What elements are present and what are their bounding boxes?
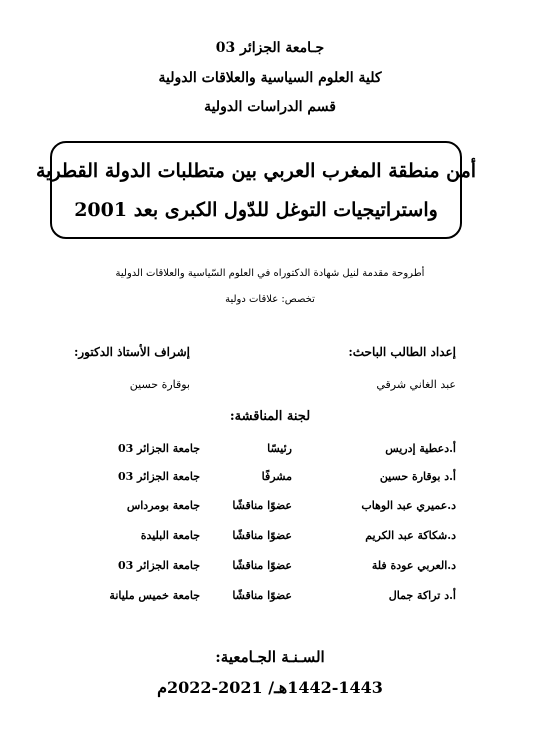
member-name: د.شكاكة عبد الكريم — [365, 529, 456, 542]
committee-row — [0, 559, 540, 575]
member-role: مشرفًا — [261, 470, 292, 483]
department-name: قسم الدراسات الدولية — [204, 99, 336, 115]
member-name: أ.د بوقارة حسين — [379, 470, 456, 483]
committee-label: لجنة المناقشة: — [229, 409, 311, 424]
student-name: عبد الغاني شرقي — [376, 378, 456, 391]
supervisor-name: بوقارة حسين — [129, 378, 190, 391]
thesis-title-line2: واستراتيجيات التوغل للدّول الكبرى بعد 2001 — [74, 198, 438, 221]
thesis-title-box — [35, 141, 477, 239]
member-university: جامعة الجزائر 03 — [118, 442, 200, 455]
member-role: عضوًا مناقشًا — [232, 559, 292, 572]
member-university: جامعة بومرداس — [126, 499, 200, 512]
thesis-title-line1: أمن منطقة المغرب العربي بين متطلبات الدولة القطرية — [35, 159, 477, 182]
committee-row — [0, 529, 540, 545]
specialty: تخصص: علاقات دولية — [225, 294, 315, 305]
university-name: جـامعة الجزائر 03 — [215, 40, 325, 56]
member-university: جامعة البليدة — [140, 529, 200, 542]
academic-year-value: 1442-1443هـ/ 2021-2022م — [157, 678, 383, 697]
faculty-name: كلية العلوم السياسية والعلاقات الدولية — [158, 70, 382, 86]
member-name: أ.د تراكة جمال — [388, 589, 456, 602]
member-role: عضوًا مناقشًا — [232, 499, 292, 512]
student-label: إعداد الطالب الباحث: — [348, 345, 456, 359]
member-university: جامعة الجزائر 03 — [118, 559, 200, 572]
committee-row — [0, 442, 540, 458]
member-name: أ.دعطية إدريس — [385, 442, 456, 455]
member-role: عضوًا مناقشًا — [232, 589, 292, 602]
thesis-description: أطروحة مقدمة لنيل شهادة الدكتوراه في العلوم السّياسية والعلاقات الدولية — [115, 268, 425, 279]
academic-year-label: السـنـة الجـامعية: — [215, 648, 325, 666]
committee-row — [0, 470, 540, 486]
committee-row — [0, 589, 540, 605]
member-university: جامعة خميس مليانة — [109, 589, 200, 602]
committee-row — [0, 499, 540, 515]
member-name: د.عميري عبد الوهاب — [361, 499, 456, 512]
member-role: رئيسًا — [267, 442, 292, 455]
member-role: عضوًا مناقشًا — [232, 529, 292, 542]
member-university: جامعة الجزائر 03 — [118, 470, 200, 483]
supervisor-label: إشراف الأستاذ الدكتور: — [73, 345, 190, 359]
member-name: د.العربي عودة فلة — [371, 559, 456, 572]
